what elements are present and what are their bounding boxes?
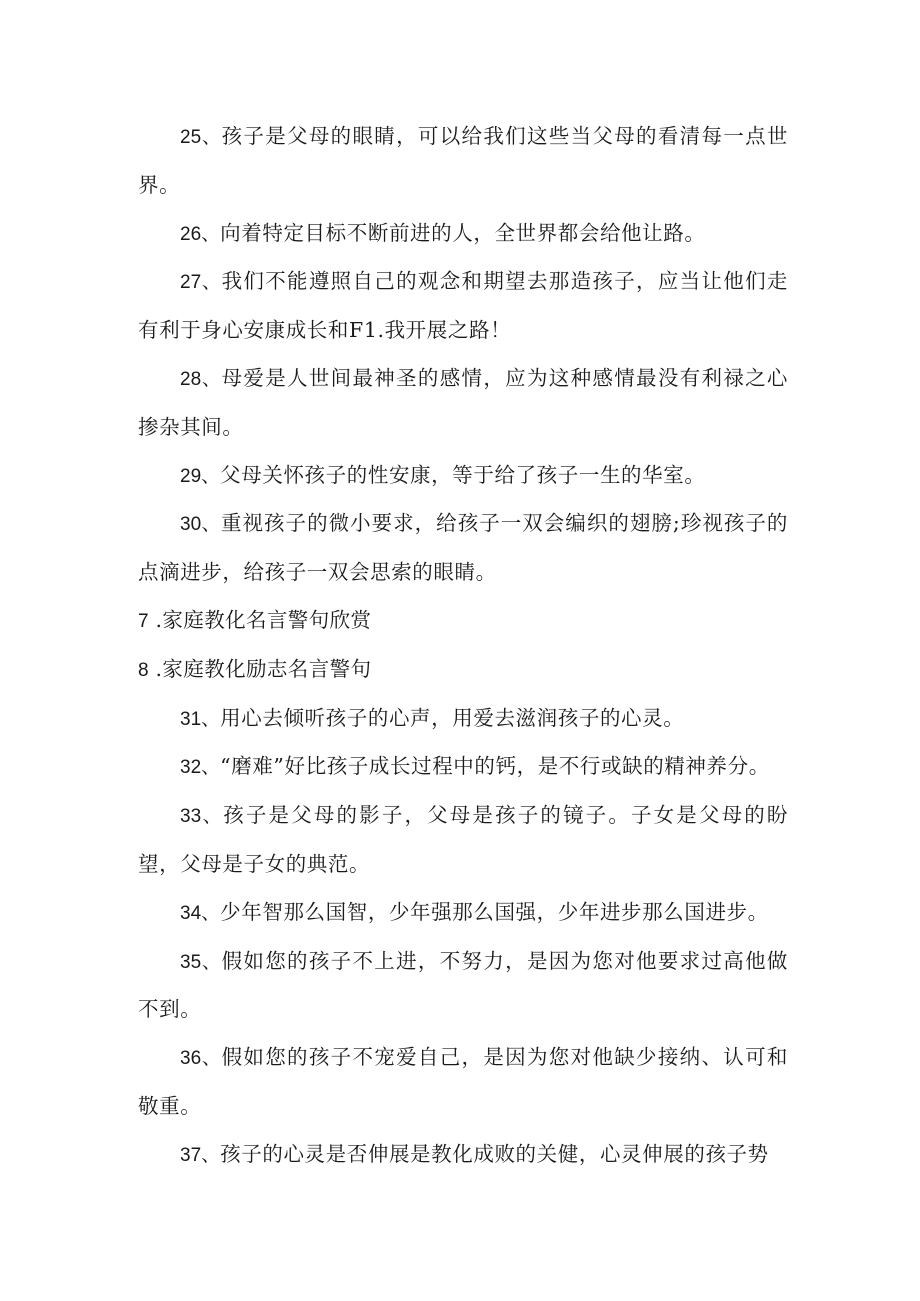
quote-number: 26、 [180, 223, 221, 245]
quote-paragraph-35 [138, 938, 788, 1035]
quote-text: 向着特定目标不断前进的人，全世界都会给他让路。 [220, 220, 706, 245]
quote-paragraph-33 [138, 792, 788, 889]
quote-number: 30、 [180, 514, 221, 536]
quote-text: 母爱是人世间最神圣的感情，应为这种感情最没有利禄之心掺杂其间。 [138, 365, 788, 439]
quote-paragraph-27 [138, 258, 788, 355]
quote-text: 父母关怀孩子的性安康，等于给了孩子一生的华室。 [220, 462, 706, 487]
heading-number: 7 [138, 610, 149, 632]
quote-paragraph-36 [138, 1034, 788, 1131]
section-heading-7 [138, 597, 788, 646]
quote-text: “磨难”好比孩子成长过程中的钙，是不行或缺的精神养分。 [220, 754, 770, 779]
quote-number: 25、 [180, 127, 222, 148]
quote-paragraph-28 [138, 355, 788, 452]
document-body [138, 113, 788, 1180]
quote-paragraph-26 [138, 210, 788, 259]
quote-text: 重视孩子的微小要求，给孩子一双会编织的翅膀;珍视孩子的点滴进步，给孩子一双会思索的眼睛。 [138, 511, 788, 585]
heading-text: .家庭教化励志名言警句 [148, 656, 372, 681]
quote-paragraph-30 [138, 500, 788, 597]
quote-number: 29、 [180, 465, 221, 487]
quote-number: 31、 [180, 708, 221, 730]
quote-text: 孩子是父母的影子，父母是孩子的镜子。子女是父母的盼望，父母是子女的典范。 [138, 803, 789, 876]
quote-paragraph-31 [138, 695, 788, 744]
heading-number: 8 [138, 659, 149, 681]
quote-number: 33、 [180, 806, 224, 828]
quote-number: 36、 [180, 1048, 222, 1070]
quote-text: 孩子的心灵是否伸展是教化成败的关健，心灵伸展的孩子势 [220, 1141, 769, 1166]
heading-text: .家庭教化名言警句欣赏 [148, 607, 372, 632]
quote-number: 32、 [180, 757, 221, 779]
quote-number: 28、 [180, 368, 222, 390]
quote-text: 孩子是父母的眼睛，可以给我们这些当父母的看清每一点世界。 [138, 124, 788, 197]
quote-paragraph-37 [138, 1131, 788, 1180]
quote-text: 假如您的孩子不上进，不努力，是因为您对他要求过高他做不到。 [138, 948, 788, 1022]
quote-text: 我们不能遵照自己的观念和期望去那造孩子，应当让他们走有利于身心安康成长和F1.我开展之路！ [138, 269, 788, 343]
quote-number: 34、 [180, 902, 221, 924]
quote-number: 35、 [180, 951, 222, 973]
quote-paragraph-29 [138, 452, 788, 501]
quote-text: 假如您的孩子不宠爱自己，是因为您对他缺少接纳、认可和敬重。 [138, 1045, 788, 1118]
quote-text: 少年智那么国智，少年强那么国强，少年进步那么国进步。 [220, 899, 769, 924]
section-heading-8 [138, 646, 788, 695]
quote-number: 37、 [180, 1144, 221, 1166]
quote-paragraph-34 [138, 889, 788, 938]
quote-text: 用心去倾听孩子的心声，用爱去滋润孩子的心灵。 [220, 705, 685, 730]
quote-paragraph-25 [138, 113, 788, 210]
quote-paragraph-32 [138, 743, 788, 792]
quote-number: 27、 [180, 272, 222, 294]
